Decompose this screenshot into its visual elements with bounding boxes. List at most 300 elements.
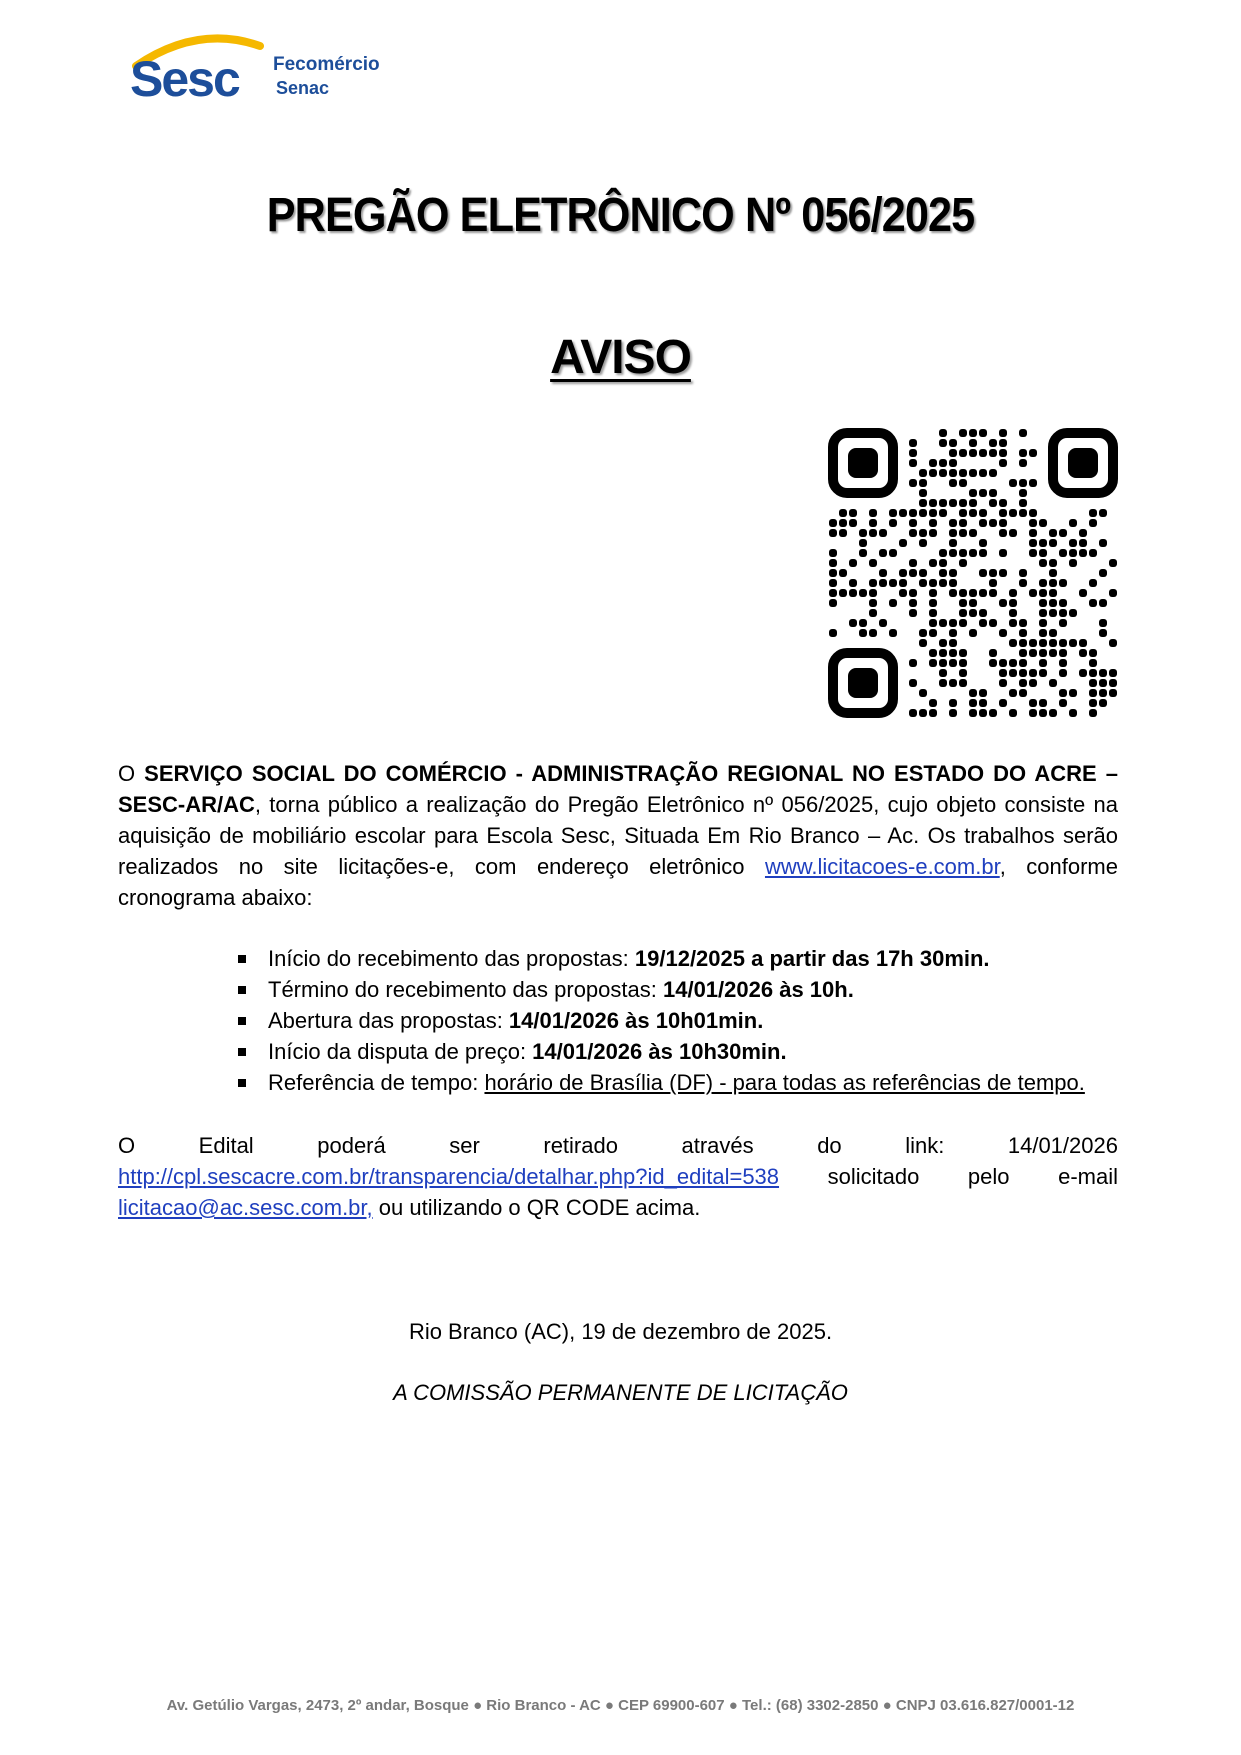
qr-module [969, 529, 977, 537]
edital-word: O [118, 1133, 136, 1158]
qr-module [829, 589, 837, 597]
qr-module [1029, 479, 1037, 487]
qr-module [849, 579, 857, 587]
qr-module [1059, 549, 1067, 557]
qr-module [979, 699, 987, 707]
signature-commission: A COMISSÃO PERMANENTE DE LICITAÇÃO [393, 1380, 848, 1405]
schedule-value: 14/01/2026 às 10h01min. [508, 1008, 764, 1033]
qr-finder-center [848, 668, 878, 698]
edital-line3-tail: ou utilizando o QR CODE acima. [372, 1195, 701, 1220]
qr-module [1109, 589, 1117, 597]
qr-module [1019, 689, 1027, 697]
qr-module [979, 539, 987, 547]
qr-module [849, 509, 857, 517]
qr-module [939, 439, 947, 447]
qr-module [939, 509, 947, 517]
licitacoes-site-link[interactable]: www.licitacoes-e.com.br [764, 854, 1000, 879]
edital-word: poderá [317, 1133, 386, 1158]
qr-module [989, 709, 997, 717]
qr-module [999, 439, 1007, 447]
qr-module [1019, 569, 1027, 577]
qr-module [1059, 669, 1067, 677]
qr-module [1039, 629, 1047, 637]
qr-module [999, 549, 1007, 557]
qr-module [1019, 579, 1027, 587]
qr-module [929, 559, 937, 567]
qr-module [1049, 599, 1057, 607]
qr-module [1059, 649, 1067, 657]
qr-module [1099, 569, 1107, 577]
qr-module [969, 429, 977, 437]
qr-module [1029, 669, 1037, 677]
qr-module [909, 709, 917, 717]
qr-module [909, 609, 917, 617]
qr-module [829, 559, 837, 567]
qr-module [849, 589, 857, 597]
qr-module [949, 649, 957, 657]
contact-email-link[interactable]: licitacao@ac.sesc.com.br, [118, 1195, 373, 1220]
qr-module [919, 479, 927, 487]
qr-module [959, 619, 967, 627]
qr-module [1069, 549, 1077, 557]
page-subtitle [0, 330, 1241, 385]
qr-module [939, 499, 947, 507]
qr-module [1099, 599, 1107, 607]
qr-module [1089, 649, 1097, 657]
square-bullet-icon [238, 1017, 246, 1025]
qr-module [989, 489, 997, 497]
qr-module [919, 469, 927, 477]
qr-module [1059, 609, 1067, 617]
qr-module [939, 619, 947, 627]
qr-module [1079, 589, 1087, 597]
logo-partner-line1: Fecomércio [273, 54, 380, 75]
logo-brand-text: Sesc [130, 51, 239, 106]
edital-paragraph [118, 1130, 1118, 1223]
qr-module [1009, 589, 1017, 597]
qr-module [1039, 579, 1047, 587]
qr-module [1079, 669, 1087, 677]
qr-module [899, 589, 907, 597]
qr-module [1079, 649, 1087, 657]
qr-module [1109, 639, 1117, 647]
qr-module [1109, 669, 1117, 677]
qr-module [1039, 699, 1047, 707]
qr-module [889, 519, 897, 527]
qr-module [979, 619, 987, 627]
qr-module [1069, 609, 1077, 617]
qr-module [959, 649, 967, 657]
qr-module [999, 499, 1007, 507]
qr-module [1019, 679, 1027, 687]
qr-module [1039, 549, 1047, 557]
edital-word: link: [905, 1133, 945, 1158]
edital-line-1 [118, 1130, 1118, 1161]
qr-module [909, 459, 917, 467]
edital-word: através [681, 1133, 754, 1158]
edital-line-2 [118, 1161, 1118, 1192]
qr-module [969, 609, 977, 617]
qr-module [979, 549, 987, 557]
qr-module [1009, 639, 1017, 647]
qr-module [1059, 699, 1067, 707]
qr-module [829, 549, 837, 557]
qr-module [919, 529, 927, 537]
subtitle-text: AVISO [550, 331, 691, 384]
qr-module [919, 569, 927, 577]
qr-module [889, 599, 897, 607]
qr-module [1019, 449, 1027, 457]
qr-module [1089, 509, 1097, 517]
qr-module [839, 519, 847, 527]
qr-module [869, 519, 877, 527]
qr-module [1029, 639, 1037, 647]
qr-module [939, 469, 947, 477]
qr-module [1049, 579, 1057, 587]
qr-module [949, 499, 957, 507]
qr-module [999, 599, 1007, 607]
qr-module [929, 519, 937, 527]
qr-module [1099, 699, 1107, 707]
schedule-item-abertura [238, 1005, 1138, 1036]
qr-module [999, 429, 1007, 437]
qr-module [1009, 669, 1017, 677]
qr-module [829, 529, 837, 537]
qr-module [1069, 709, 1077, 717]
qr-module [999, 529, 1007, 537]
qr-module [839, 509, 847, 517]
qr-module [1049, 529, 1057, 537]
qr-module [879, 529, 887, 537]
qr-module [869, 559, 877, 567]
qr-module [949, 619, 957, 627]
qr-module [949, 709, 957, 717]
qr-module [879, 579, 887, 587]
qr-module [869, 629, 877, 637]
qr-module [1019, 489, 1027, 497]
qr-module [1029, 699, 1037, 707]
qr-module [969, 629, 977, 637]
page-title: PREGÃO ELETRÔNICO Nº 056/2025 [266, 189, 975, 242]
qr-module [989, 449, 997, 457]
schedule-value: 19/12/2025 a partir das 17h 30min. [634, 946, 990, 971]
qr-module [999, 449, 1007, 457]
qr-module [969, 489, 977, 497]
qr-module [1089, 659, 1097, 667]
qr-module [909, 599, 917, 607]
qr-module [959, 549, 967, 557]
qr-module [1069, 689, 1077, 697]
qr-module [1099, 629, 1107, 637]
qr-module [989, 649, 997, 657]
qr-module [909, 519, 917, 527]
qr-module [919, 499, 927, 507]
qr-module [889, 629, 897, 637]
qr-module [829, 599, 837, 607]
qr-module [929, 589, 937, 597]
qr-module [1099, 619, 1107, 627]
qr-module [1039, 639, 1047, 647]
qr-module [1019, 619, 1027, 627]
schedule-item-disputa [238, 1036, 1138, 1067]
qr-module [1059, 529, 1067, 537]
qr-module [949, 529, 957, 537]
qr-module [969, 599, 977, 607]
qr-module [1029, 649, 1037, 657]
qr-module [1049, 539, 1057, 547]
logo-partner-line2: Senac [276, 78, 330, 98]
qr-module [959, 559, 967, 567]
qr-module [939, 459, 947, 467]
qr-module [999, 679, 1007, 687]
qr-code[interactable] [828, 428, 1118, 718]
qr-module [959, 519, 967, 527]
qr-module [999, 629, 1007, 637]
qr-module [869, 609, 877, 617]
qr-module [1069, 519, 1077, 527]
qr-module [899, 569, 907, 577]
qr-module [929, 619, 937, 627]
edital-word: solicitado [827, 1164, 920, 1189]
qr-module [1109, 689, 1117, 697]
qr-module [1049, 589, 1057, 597]
qr-module [1079, 639, 1087, 647]
qr-module [969, 699, 977, 707]
qr-module [1079, 529, 1087, 537]
qr-module [1069, 559, 1077, 567]
qr-module [1029, 519, 1037, 527]
qr-module [1049, 609, 1057, 617]
qr-module [1109, 679, 1117, 687]
schedule-value: 14/01/2026 às 10h30min. [532, 1039, 787, 1064]
square-bullet-icon [238, 1048, 246, 1056]
qr-module [999, 509, 1007, 517]
qr-module [1019, 639, 1027, 647]
qr-module [939, 639, 947, 647]
qr-module [919, 639, 927, 647]
edital-word: do [817, 1133, 842, 1158]
qr-module [999, 519, 1007, 527]
qr-module [929, 509, 937, 517]
schedule-value: 14/01/2026 às 10h. [662, 977, 854, 1002]
qr-module [1059, 659, 1067, 667]
qr-module [949, 539, 957, 547]
qr-module [1019, 669, 1027, 677]
qr-module [949, 589, 957, 597]
qr-module [929, 459, 937, 467]
qr-module [1099, 539, 1107, 547]
qr-module [999, 699, 1007, 707]
edital-word: e-mail [1058, 1164, 1118, 1189]
qr-module [969, 449, 977, 457]
edital-download-link[interactable]: http://cpl.sescacre.com.br/transparencia/detalhar.php?id_edital=538 [118, 1164, 780, 1189]
qr-module [1099, 689, 1107, 697]
qr-module [1089, 669, 1097, 677]
edital-word: Edital [198, 1133, 254, 1158]
qr-module [989, 619, 997, 627]
qr-module [929, 599, 937, 607]
qr-module [929, 649, 937, 657]
qr-module [949, 549, 957, 557]
qr-module [859, 629, 867, 637]
qr-module [949, 629, 957, 637]
schedule-label: Início do recebimento das propostas: [268, 946, 635, 971]
qr-module [1099, 509, 1107, 517]
qr-module [849, 519, 857, 527]
schedule-label: Abertura das propostas: [268, 1008, 509, 1033]
qr-module [889, 549, 897, 557]
schedule-label: Término do recebimento das propostas: [268, 977, 663, 1002]
schedule-item-inicio-recebimento [238, 943, 1138, 974]
qr-module [1069, 639, 1077, 647]
qr-module [1009, 659, 1017, 667]
qr-module [919, 539, 927, 547]
qr-module [949, 579, 957, 587]
qr-module [1079, 539, 1087, 547]
qr-module [899, 509, 907, 517]
qr-module [1059, 579, 1067, 587]
qr-module [959, 469, 967, 477]
qr-module [1089, 709, 1097, 717]
qr-module [909, 569, 917, 577]
qr-module [1009, 619, 1017, 627]
footer-address: Av. Getúlio Vargas, 2473, 2º andar, Bosque ● Rio Branco - AC ● CEP 69900-607 ● Tel.: (68) 3302-2850 ● CNPJ 03.616.827/0001-12 [166, 1697, 1075, 1714]
qr-module [899, 579, 907, 587]
qr-module [869, 529, 877, 537]
qr-module [929, 469, 937, 477]
qr-module [909, 439, 917, 447]
qr-module [899, 539, 907, 547]
qr-module [939, 659, 947, 667]
qr-finder-center [1068, 448, 1098, 478]
edital-word: 14/01/2026 [1007, 1133, 1118, 1158]
qr-module [939, 549, 947, 557]
edital-word: ser [449, 1133, 480, 1158]
qr-module [969, 439, 977, 447]
qr-module [1059, 689, 1067, 697]
qr-module [979, 449, 987, 457]
qr-module [919, 629, 927, 637]
qr-module [989, 519, 997, 527]
qr-module [969, 499, 977, 507]
qr-module [829, 519, 837, 527]
qr-module [1029, 679, 1037, 687]
qr-module [879, 619, 887, 627]
qr-module [909, 509, 917, 517]
qr-module [859, 529, 867, 537]
qr-module [929, 699, 937, 707]
qr-finder-center [848, 448, 878, 478]
qr-module [919, 689, 927, 697]
qr-module [1029, 529, 1037, 537]
qr-module [1029, 509, 1037, 517]
qr-module [929, 499, 937, 507]
qr-module [829, 629, 837, 637]
qr-module [1009, 689, 1017, 697]
qr-module [1039, 589, 1047, 597]
qr-module [1099, 679, 1107, 687]
qr-module [1099, 669, 1107, 677]
qr-module [869, 579, 877, 587]
qr-module [989, 589, 997, 597]
intro-text: , torna público a realização do Pregão Eletrônico nº 056/2025, cujo objeto consiste na aquisição de mobiliário escolar para Escola Sesc, Situada Em Rio Branco – Ac. Os trabalhos serão realizados no site licitações-e, com endereço eletrônico [118, 792, 1118, 879]
qr-module [1029, 709, 1037, 717]
qr-module [949, 679, 957, 687]
qr-module [949, 479, 957, 487]
schedule-label: Referência de tempo: [268, 1070, 485, 1095]
qr-module [1029, 589, 1037, 597]
qr-module [1009, 479, 1017, 487]
qr-module [849, 619, 857, 627]
qr-module [1049, 709, 1057, 717]
qr-module [839, 589, 847, 597]
qr-module [1089, 699, 1097, 707]
qr-module [1049, 629, 1057, 637]
qr-module [909, 679, 917, 687]
qr-module [959, 589, 967, 597]
place-and-date: Rio Branco (AC), 19 de dezembro de 2025. [408, 1319, 833, 1344]
qr-module [979, 429, 987, 437]
qr-module [929, 529, 937, 537]
intro-prefix: O [118, 761, 145, 786]
qr-module [999, 669, 1007, 677]
schedule-value: horário de Brasília (DF) - para todas as referências de tempo. [484, 1070, 1085, 1095]
qr-module [1049, 679, 1057, 687]
qr-module [889, 579, 897, 587]
qr-module [929, 609, 937, 617]
qr-module [959, 499, 967, 507]
schedule-list [238, 943, 1138, 1098]
qr-module [859, 619, 867, 627]
qr-module [1029, 549, 1037, 557]
qr-module [1019, 629, 1027, 637]
qr-module [919, 579, 927, 587]
qr-module [989, 579, 997, 587]
qr-module [999, 569, 1007, 577]
qr-module [979, 709, 987, 717]
qr-module [1049, 649, 1057, 657]
qr-module [1039, 559, 1047, 567]
qr-module [949, 569, 957, 577]
edital-word: pelo [967, 1164, 1010, 1189]
qr-module [969, 509, 977, 517]
qr-module [1089, 549, 1097, 557]
qr-module [1019, 479, 1027, 487]
qr-module [1039, 649, 1047, 657]
qr-module [1089, 689, 1097, 697]
qr-module [1019, 659, 1027, 667]
qr-module [1059, 619, 1067, 627]
qr-module [1009, 509, 1017, 517]
qr-module [979, 469, 987, 477]
qr-module [939, 429, 947, 437]
qr-module [979, 609, 987, 617]
qr-module [979, 689, 987, 697]
qr-module [949, 639, 957, 647]
qr-module [959, 449, 967, 457]
qr-module [929, 659, 937, 667]
qr-module [949, 449, 957, 457]
square-bullet-icon [238, 1079, 246, 1087]
square-bullet-icon [238, 986, 246, 994]
qr-module [1019, 509, 1027, 517]
qr-module [979, 519, 987, 527]
qr-module [909, 529, 917, 537]
qr-module [969, 689, 977, 697]
qr-module [1089, 519, 1097, 527]
qr-module [1079, 549, 1087, 557]
qr-module [959, 509, 967, 517]
